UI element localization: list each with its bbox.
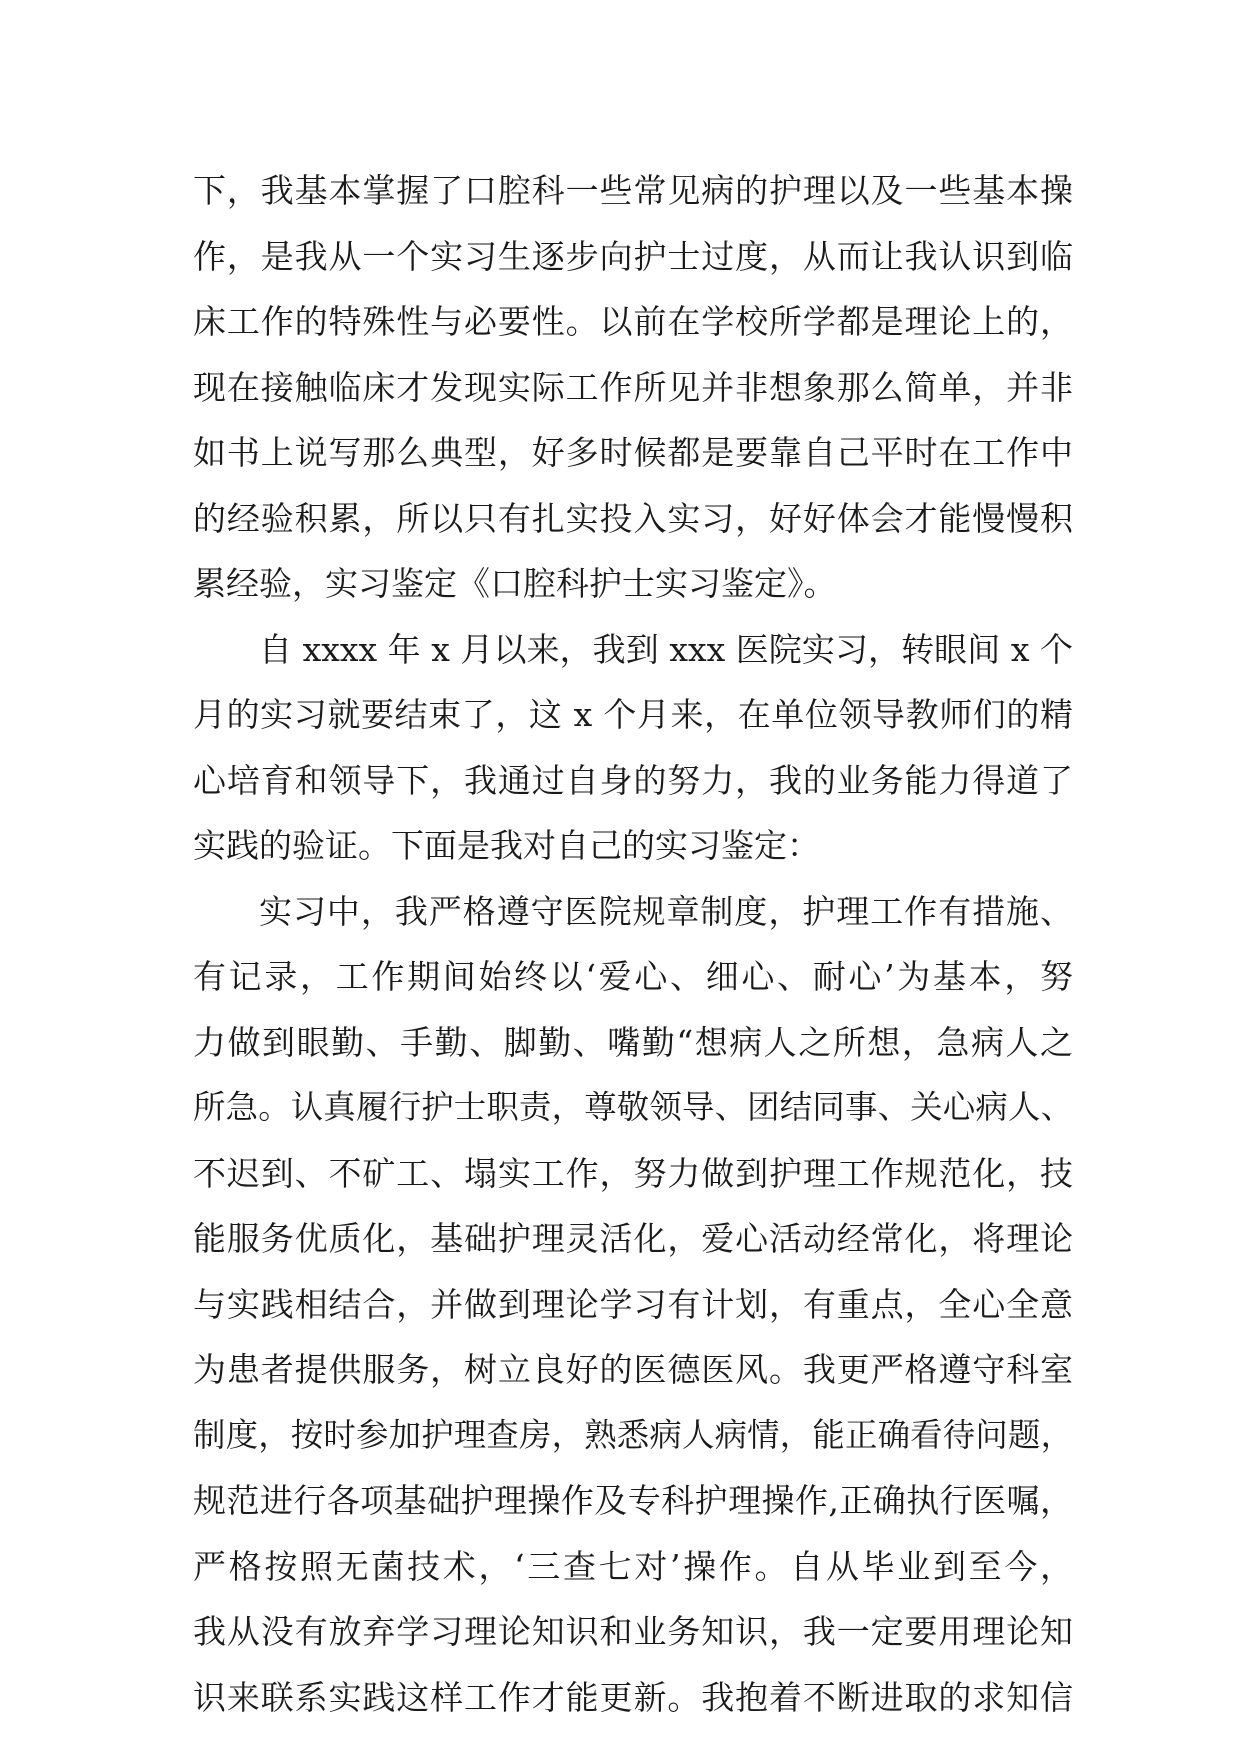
body-text xyxy=(193,158,1073,1730)
text-line: 能服务优质化，基础护理灵活化，爱心活动经常化，将理论 xyxy=(193,1219,1073,1258)
text-line: 下，我基本掌握了口腔科一些常见病的护理以及一些基本操 xyxy=(193,171,1073,210)
text-line: 为患者提供服务，树立良好的医德医风。我更严格遵守科室 xyxy=(193,1350,1073,1389)
text-line: 累经验，实习鉴定《口腔科护士实习鉴定》。 xyxy=(193,564,837,603)
text-line: 实习中，我严格遵守医院规章制度，护理工作有措施、 xyxy=(259,891,1073,931)
text-line: 识来联系实践这样工作才能更新。我抱着不断进取的求知信 xyxy=(193,1677,1073,1717)
text-line: 自 xxxx 年 x 月以来，我到 xxx 医院实习，转眼间 x 个 xyxy=(259,629,1073,669)
text-line: 我从没有放弃学习理论知识和业务知识，我一定要用理论知 xyxy=(193,1612,1073,1651)
text-line: 不迟到、不矿工、塌实工作，努力做到护理工作规范化，技 xyxy=(193,1153,1073,1193)
text-line: 制度，按时参加护理查房，熟悉病人病情，能正确看待问题， xyxy=(193,1415,1073,1454)
text-line: 现在接触临床才发现实际工作所见并非想象那么简单，并非 xyxy=(193,367,1073,407)
text-line: 严格按照无菌技术，‘三查七对’操作。自从毕业到至今， xyxy=(193,1546,1073,1586)
text-line: 的经验积累，所以只有扎实投入实习，好好体会才能慢慢积 xyxy=(193,498,1073,538)
text-line: 规范进行各项基础护理操作及专科护理操作,正确执行医嘱， xyxy=(193,1481,1073,1520)
text-line: 作，是我从一个实习生逐步向护士过度，从而让我认识到临 xyxy=(193,236,1073,276)
text-line: 如书上说写那么典型，好多时候都是要靠自己平时在工作中 xyxy=(193,433,1073,472)
text-line: 实践的验证。下面是我对自己的实习鉴定： xyxy=(193,826,820,865)
text-line: 所急。认真履行护士职责，尊敬领导、团结同事、关心病人、 xyxy=(193,1088,1073,1126)
text-line: 有记录，工作期间始终以‘爱心、细心、耐心’为基本，努 xyxy=(193,957,1073,996)
text-line: 心培育和领导下，我通过自身的努力，我的业务能力得道了 xyxy=(193,760,1073,800)
text-line: 力做到眼勤、手勤、脚勤、嘴勤“想病人之所想，急病人之 xyxy=(193,1022,1073,1062)
text-line: 与实践相结合，并做到理论学习有计划，有重点，全心全意 xyxy=(193,1284,1073,1324)
text-line: 月的实习就要结束了，这 x 个月来，在单位领导教师们的精 xyxy=(193,695,1073,734)
text-line: 床工作的特殊性与必要性。以前在学校所学都是理论上的， xyxy=(193,302,1073,341)
